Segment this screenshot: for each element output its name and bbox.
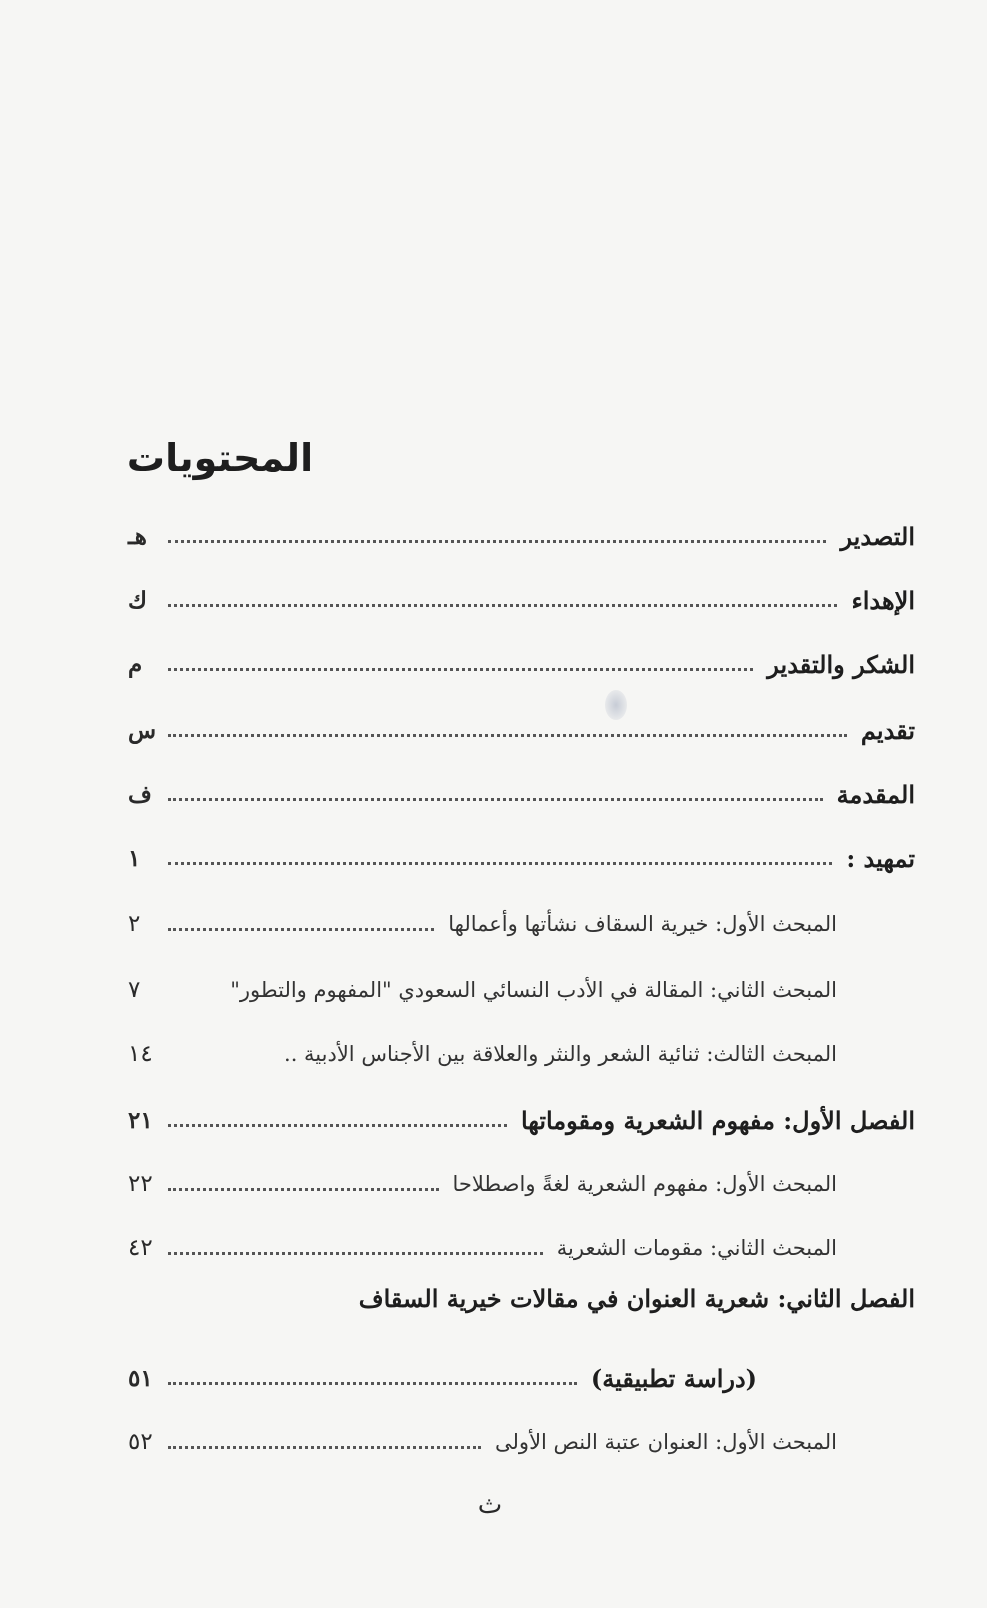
toc-entry [128, 642, 915, 686]
toc-entry-page: ٢٢ [128, 1171, 153, 1197]
toc-entry-page: س [128, 716, 157, 744]
toc-entry-page: ك [128, 586, 147, 614]
toc-entry [128, 1356, 757, 1400]
toc-entry-page: ٥١ [128, 1364, 153, 1392]
toc-entry-label: المبحث الأول: العنوان عتبة النص الأولى [495, 1430, 837, 1454]
dot-leader [168, 668, 753, 671]
dot-leader [168, 1382, 577, 1385]
toc-entry-page: م [128, 650, 143, 678]
toc-entry [128, 1098, 915, 1142]
toc-entry-label: المبحث الأول: خيرية السقاف نشأتها وأعمالها [448, 912, 837, 936]
toc-entry-page: ٧ [128, 977, 141, 1003]
toc-entry-label: تمهيد : [846, 843, 915, 873]
toc-entry-label: تقديم [860, 715, 915, 745]
toc-entry [128, 836, 915, 880]
toc-entry-page: ٢١ [128, 1106, 153, 1134]
dot-leader [168, 1446, 481, 1449]
toc-entry-page: ٤٢ [128, 1235, 153, 1261]
toc-entry-page: ٢ [128, 911, 141, 937]
toc-entry [128, 968, 837, 1012]
toc-entry-page: ف [128, 780, 152, 808]
dot-leader [168, 798, 823, 801]
toc-entry [128, 772, 915, 816]
toc-entry [128, 708, 915, 752]
dot-leader [168, 604, 837, 607]
toc-entry-label: الفصل الأول: مفهوم الشعرية ومقوماتها [520, 1105, 915, 1135]
toc-entry [128, 514, 915, 558]
toc-entry-label: المبحث الثاني: المقالة في الأدب النسائي السعودي "المفهوم والتطور" [230, 978, 837, 1002]
toc-entry-label: المبحث الأول: مفهوم الشعرية لغةً واصطلاحا [452, 1172, 837, 1196]
dot-leader [168, 928, 434, 931]
page-title: المحتويات [126, 436, 314, 480]
toc-entry-label: المبحث الثاني: مقومات الشعرية [556, 1236, 837, 1260]
toc-entry-page: هـ [128, 522, 147, 550]
dot-leader [168, 1188, 439, 1191]
dot-leader [168, 734, 847, 737]
chapter-two-heading: الفصل الثاني: شعرية العنوان في مقالات خيرية السقاف [358, 1284, 915, 1313]
dot-leader [168, 862, 832, 865]
dot-leader [168, 1252, 543, 1255]
toc-entry-label: الشكر والتقدير [767, 649, 915, 679]
toc-entry [128, 578, 915, 622]
toc-entry [128, 1420, 837, 1464]
toc-entry [128, 1226, 837, 1270]
toc-entry [128, 1032, 837, 1076]
toc-entry-page: ١ [128, 844, 141, 872]
toc-entry-label: المبحث الثالث: ثنائية الشعر والنثر والعلاقة بين الأجناس الأدبية .. [284, 1042, 837, 1066]
dot-leader [168, 540, 826, 543]
page-footer-number: ث [477, 1490, 503, 1520]
dot-leader [168, 1124, 507, 1127]
toc-entry-page: ٥٢ [128, 1429, 153, 1455]
toc-entry-label: الإهداء [851, 585, 915, 615]
toc-entry-label: (دراسة تطبيقية) [590, 1363, 757, 1393]
ink-smudge [605, 690, 627, 720]
toc-entry [128, 1162, 837, 1206]
toc-entry-page: ١٤ [128, 1041, 153, 1067]
toc-entry-label: التصدير [840, 521, 915, 551]
toc-entry [128, 902, 837, 946]
toc-entry-label: المقدمة [836, 779, 915, 809]
